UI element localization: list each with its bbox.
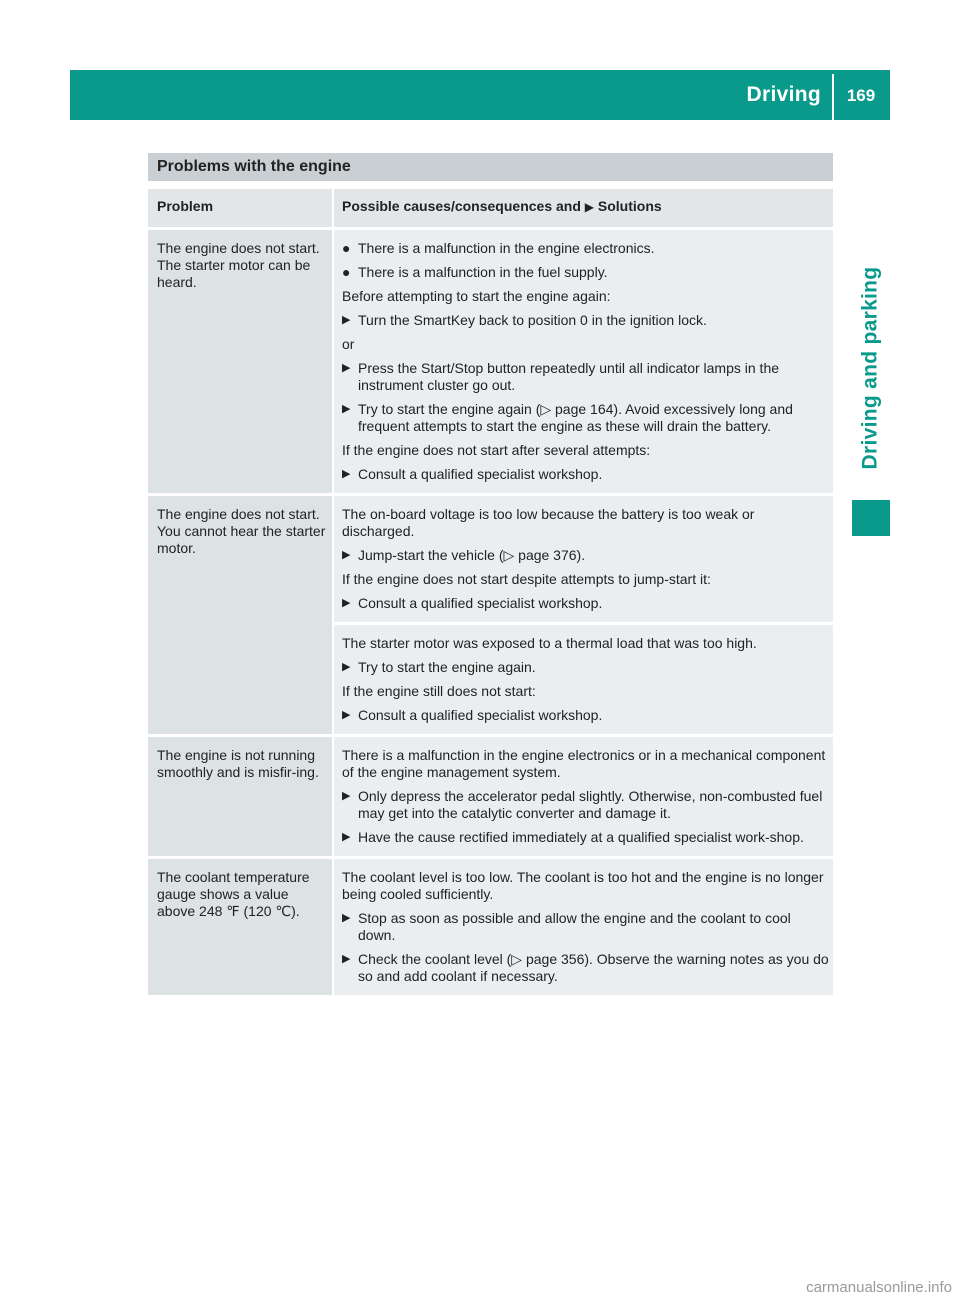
action-step xyxy=(342,910,829,944)
action-step xyxy=(342,659,829,676)
col-header-solutions-suffix: Solutions xyxy=(597,198,662,214)
step-text: Consult a qualified specialist workshop. xyxy=(358,707,603,723)
arrow-icon: ▶ xyxy=(342,912,351,924)
solutions-column xyxy=(334,496,833,734)
col-header-solutions xyxy=(334,189,833,227)
cause-text: There is a malfunction in the engine electronics or in a mechanical component of the engine management system. xyxy=(342,747,826,780)
side-tab xyxy=(852,260,888,475)
bullet-icon: ● xyxy=(342,264,351,280)
action-step xyxy=(342,312,829,329)
table-row xyxy=(148,859,833,998)
cause-text: Before attempting to start the engine again: xyxy=(342,288,611,304)
action-step xyxy=(342,360,829,394)
arrow-icon: ▶ xyxy=(342,831,351,843)
bullet-text: There is a malfunction in the fuel supply. xyxy=(358,264,608,280)
problems-table xyxy=(148,189,833,998)
table-row xyxy=(148,230,833,496)
action-step xyxy=(342,466,829,483)
cause-text: The starter motor was exposed to a thermal load that was too high. xyxy=(342,635,757,651)
header-divider xyxy=(832,74,834,120)
step-text: Stop as soon as possible and allow the engine and the coolant to cool down. xyxy=(358,910,791,943)
step-text: Try to start the engine again. xyxy=(358,659,536,675)
problem-cell: The engine does not start. You cannot hear the starter motor. xyxy=(148,496,334,734)
action-step xyxy=(342,829,829,846)
table-row xyxy=(148,496,833,737)
bullet-item xyxy=(342,240,829,257)
step-text: Try to start the engine again (▷ page 164). Avoid excessively long and frequent attempts to start the engine as these will drain the battery. xyxy=(358,401,793,434)
problem-cell: The coolant temperature gauge shows a value above 248 ℉ (120 ℃). xyxy=(148,859,334,995)
cause-text: The coolant level is too low. The coolant is too hot and the engine is no longer being cooled sufficiently. xyxy=(342,869,824,902)
solutions-column xyxy=(334,230,833,493)
bullet-text: There is a malfunction in the engine electronics. xyxy=(358,240,655,256)
arrow-icon: ▶ xyxy=(584,200,595,214)
solutions-column xyxy=(334,737,833,856)
side-tab-label: Driving and parking xyxy=(858,266,881,469)
arrow-icon: ▶ xyxy=(342,314,351,326)
header-title: Driving xyxy=(746,83,821,106)
col-header-solutions-prefix: Possible causes/consequences and xyxy=(342,198,581,214)
step-text: Check the coolant level (▷ page 356). Observe the warning notes as you do so and add coolant if necessary. xyxy=(358,951,829,984)
arrow-icon: ▶ xyxy=(342,953,351,965)
table-row xyxy=(148,737,833,859)
col-header-problem: Problem xyxy=(148,189,334,227)
cause-text: If the engine still does not start: xyxy=(342,683,536,699)
step-text: Consult a qualified specialist workshop. xyxy=(358,595,603,611)
action-step xyxy=(342,547,829,564)
solutions-column xyxy=(334,859,833,995)
cause-text: or xyxy=(342,336,355,352)
arrow-icon: ▶ xyxy=(342,468,351,480)
arrow-icon: ▶ xyxy=(342,709,351,721)
arrow-icon: ▶ xyxy=(342,597,351,609)
side-marker xyxy=(852,500,890,536)
step-text: Jump-start the vehicle (▷ page 376). xyxy=(358,547,586,563)
action-step xyxy=(342,788,829,822)
section-title: Problems with the engine xyxy=(148,153,833,181)
action-step xyxy=(342,401,829,435)
table-header-row xyxy=(148,189,833,230)
arrow-icon: ▶ xyxy=(342,790,351,802)
problem-cell: The engine is not running smoothly and is misfir-ing. xyxy=(148,737,334,856)
cause-text: If the engine does not start despite attempts to jump-start it: xyxy=(342,571,711,587)
cause-text: The on-board voltage is too low because the battery is too weak or discharged. xyxy=(342,506,755,539)
watermark: carmanualsonline.info xyxy=(806,1279,952,1296)
step-text: Press the Start/Stop button repeatedly until all indicator lamps in the instrument cluster go out. xyxy=(358,360,780,393)
solutions-cell xyxy=(334,622,833,734)
arrow-icon: ▶ xyxy=(342,661,351,673)
solutions-cell xyxy=(334,859,833,995)
cause-text: If the engine does not start after several attempts: xyxy=(342,442,651,458)
solutions-cell xyxy=(334,496,833,622)
step-text: Consult a qualified specialist workshop. xyxy=(358,466,603,482)
step-text: Only depress the accelerator pedal slightly. Otherwise, non-combusted fuel may get into the catalytic converter and damage it. xyxy=(358,788,823,821)
arrow-icon: ▶ xyxy=(342,403,351,415)
action-step xyxy=(342,595,829,612)
bullet-item xyxy=(342,264,829,281)
table-body xyxy=(148,230,833,998)
step-text: Turn the SmartKey back to position 0 in the ignition lock. xyxy=(358,312,707,328)
solutions-cell xyxy=(334,230,833,493)
page-number: 169 xyxy=(846,86,876,105)
solutions-cell xyxy=(334,737,833,856)
bullet-icon: ● xyxy=(342,240,351,256)
problem-cell: The engine does not start. The starter motor can be heard. xyxy=(148,230,334,493)
step-text: Have the cause rectified immediately at a qualified specialist work-shop. xyxy=(358,829,804,845)
action-step xyxy=(342,707,829,724)
arrow-icon: ▶ xyxy=(342,362,351,374)
arrow-icon: ▶ xyxy=(342,549,351,561)
action-step xyxy=(342,951,829,985)
